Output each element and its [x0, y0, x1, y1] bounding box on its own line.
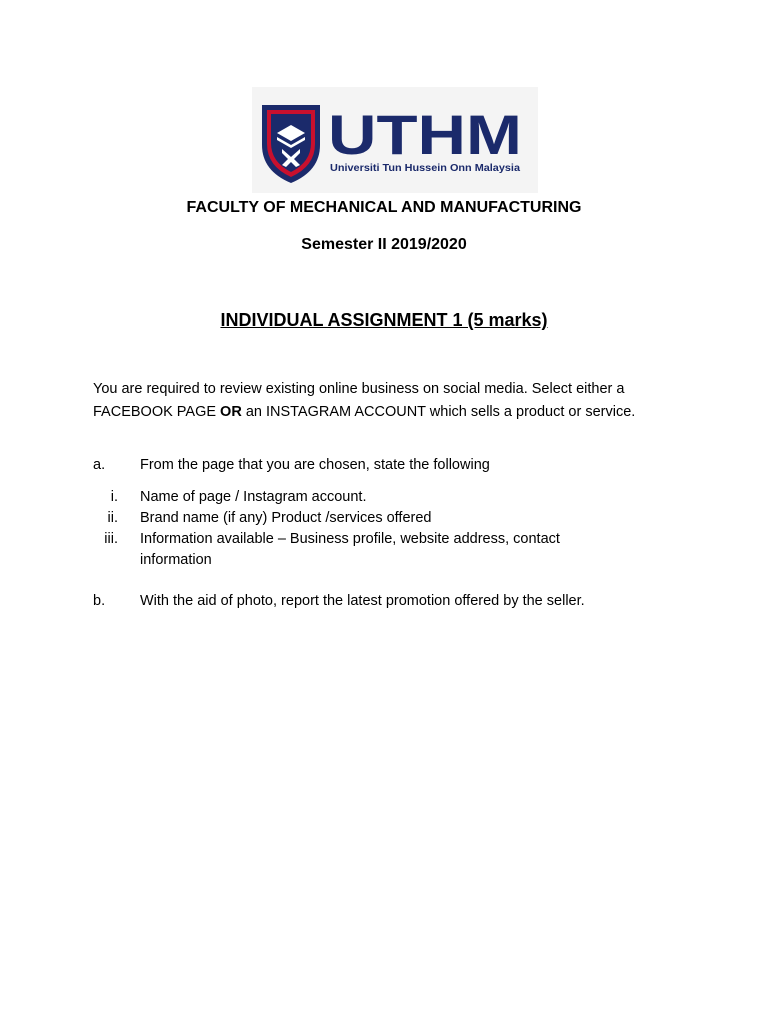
- list-marker: a.: [93, 457, 106, 473]
- faculty-heading: FACULTY OF MECHANICAL AND MANUFACTURING: [186, 199, 582, 216]
- sub-list-marker: ii.: [107, 510, 118, 526]
- intro-text-bold: OR: [220, 403, 242, 420]
- university-logo: [252, 87, 538, 193]
- semester-heading: Semester II 2019/2020: [301, 236, 467, 253]
- intro-text-part1: You are required to review existing online business on social media. Select either a FACEBOOK PAGE: [93, 381, 625, 420]
- list-item-text: With the aid of photo, report the latest promotion offered by the seller.: [140, 593, 585, 609]
- list-item-text: From the page that you are chosen, state the following: [140, 457, 490, 473]
- assignment-title: INDIVIDUAL ASSIGNMENT 1 (5 marks): [220, 310, 548, 330]
- intro-text-part2: an INSTAGRAM ACCOUNT which sells a product or service.: [241, 403, 636, 420]
- sub-list-item-text: Information available – Business profile, website address, contact information: [140, 531, 560, 568]
- uthm-crest-icon: [252, 87, 538, 193]
- sub-list-marker: i.: [110, 489, 118, 505]
- list-marker: b.: [93, 593, 106, 609]
- logo-tagline: Universiti Tun Hussein Onn Malaysia: [330, 162, 521, 174]
- sub-list-item-text: Brand name (if any) Product /services offered: [140, 510, 432, 526]
- sub-list-marker: iii.: [104, 531, 118, 547]
- intro-paragraph: [93, 378, 683, 423]
- logo-wordmark: UTHM: [328, 103, 522, 166]
- sub-list-item-text: Name of page / Instagram account.: [140, 489, 367, 505]
